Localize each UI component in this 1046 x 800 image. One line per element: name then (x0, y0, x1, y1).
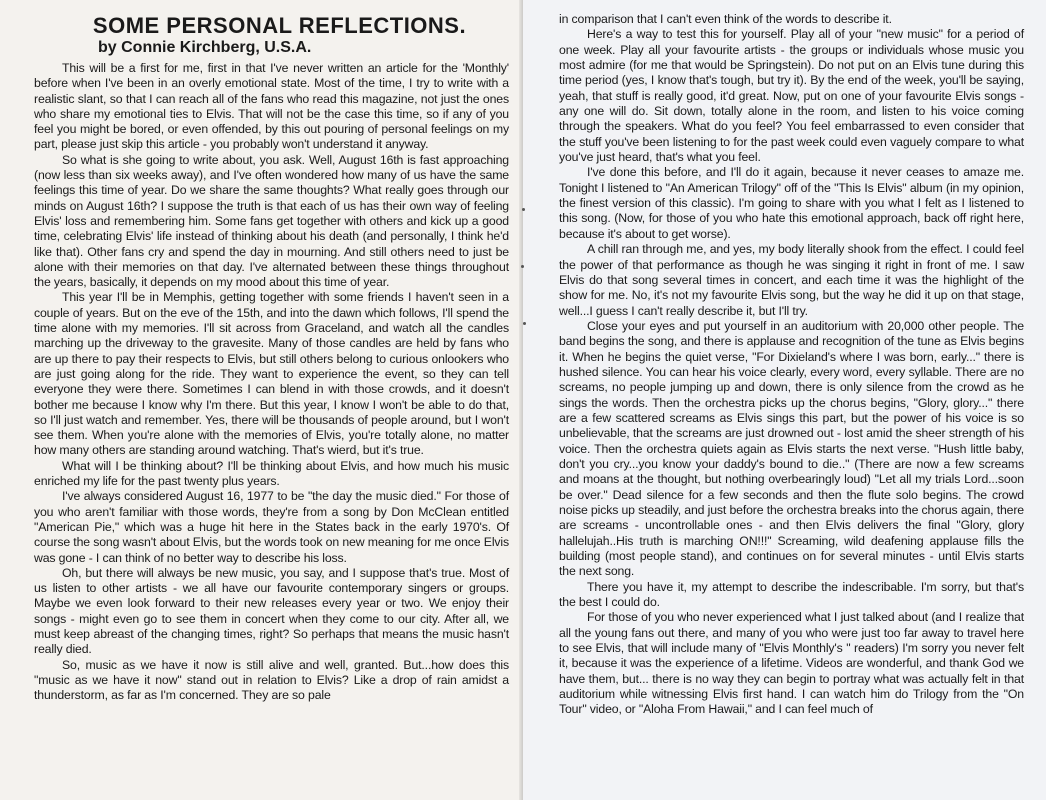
right-page (523, 0, 1046, 800)
article-byline: by Connie Kirchberg, U.S.A. (98, 39, 312, 56)
paragraph: I've done this before, and I'll do it again, because it never ceases to amaze me. Tonight I listened to "An American Trilogy" off of the "This Is Elvis" album (in my opinion, the finest version of this classic). I'm going to share with you what I felt as I listened to this song. (Now, for those of you who hate this emotional approach, back off right here, because it's about to get worse). (559, 165, 1024, 241)
paragraph: A chill ran through me, and yes, my body literally shook from the effect. I could feel the power of that performance as though he was singing it right in front of me. I saw Elvis do that song several times in concert, and each time it was the highlight of the show for me. No, it's not my favourite Elvis song, but the way he did it up on that stage, well...I guess I can't really describe it, but I'll try. (559, 242, 1024, 318)
paragraph: Here's a way to test this for yourself. Play all of your "new music" for a period of one week. Play all your favourite artists - the groups or individuals whose music you most admire (for me that would be Springstein). Do not put on an Elvis tune during this time period (yes, I know that's tough, but try it). By the end of the week, you'll be saying, yeah, that stuff is really good, it'd great. Now, put on one of your favourite Elvis songs - any one will do. Sit down, totally alone in the room, and listen to his voice coming through the speakers. What do you feel? You feel embarrassed to even consider that the stuff you've been listening to for the past week could even vaguely compare to what you've just heard, that's what you feel. (559, 27, 1024, 165)
paragraph: Close your eyes and put yourself in an auditorium with 20,000 other people. The band begins the song, and there is applause and recognition of the tune as Elvis begins it. When he begins the quiet verse, "For Dixieland's where I was born, early..." there is hushed silence. You can hear his voice clearly, every word, every syllable. There are no screams, no people jumping up and down, there is only silence from the crowd as he sings the words. Then the orchestra picks up the chorus begins, "Glory, glory..." there are a few scattered screams as Elvis sings this part, but the power of his voice is so unbelievable, that the screams are just drowned out - lost amid the sheer strength of his voice. Then the orchestra quiets again as Elvis starts the next verse. "Hush little baby, don't you cry...you know your daddy's bound to die.." (There are now a few screams and moans at the thought, but nothing overbearingly loud) "Let all my trials Lord...soon be over." Dead silence for a few seconds and then the flute solo begins. The crowd noise picks up steadily, and just before the orchestra breaks into the chorus again, there are screams - uncontrollable ones - and then Elvis delivers the final "Glory, glory hallelujah..His truth is marching ON!!!" Screaming, wild deafening applause fills the building (most people stand), and continues on for several minutes - until Elvis starts the next song. (559, 318, 1024, 579)
paragraph: So, music as we have it now is still alive and well, granted. But...how does this "music as we have it now" stand out in relation to Elvis? Like a drop of rain amidst a thunderstorm, as far as I'm concerned. They are so pale (34, 657, 509, 703)
paragraph: For those of you who never experienced what I just talked about (and I realize that all the young fans out there, and many of you who were just too far away to travel here to see Elvis, that will include many of "Elvis Monthly's " readers) I'm sorry you never felt it, because it was the experience of a lifetime. Videos are wonderful, and thank God we have them, but... there is no way they can begin to portray what was actually felt in that auditorium while witnessing Elvis first hand. I can watch him do Trilogy from the "On Tour" video, or "Aloha From Hawaii," and I can feel much of (559, 610, 1024, 717)
article-title: SOME PERSONAL REFLECTIONS. (92, 13, 467, 38)
paragraph: There you have it, my attempt to describe the indescribable. I'm sorry, but that's the best I could do. (559, 579, 1024, 610)
paragraph: in comparison that I can't even think of the words to describe it. (559, 12, 892, 26)
margin-speck (521, 265, 524, 268)
paragraph: So what is she going to write about, you ask. Well, August 16th is fast approaching (now less than six weeks away), and I've often wondered how many of us have the same feelings this time of year. Do we share the same thoughts? What really goes through our minds on August 16th? I suppose the truth is that each of us has their own way of feeling Elvis' loss and remembering him. Some fans get together with others and kick up a good time, celebrating Elvis' life instead of thinking about his death (and personally, I think he'd like that). Other fans cry and spend the day in mourning. And still others need to just be alone with their memories on that day. I've alternated between these things throughout the years, basically, it depends on my mood about this time of year. (34, 152, 509, 290)
paragraph: This year I'll be in Memphis, getting together with some friends I haven't seen in a couple of years. But on the eve of the 15th, and into the dawn which follows, I'll spend the time alone with my memories. I'll sit across from Graceland, and watch all the candles marching up the driveway to the gravesite. Many of those candles are held by fans who are up there to pay their respects to Elvis, but still others belong to curious onlookers who are just going along for the ride. They want to experience the event, so they can tell everyone they were there. Sometimes I can blend in with those crowds, and it doesn't bother me because I know why I'm there. But this year, I know I won't be able to do that, so I'll just watch and remember. Yes, there will be thousands of people around, but I won't see them. When you're alone with the memories of Elvis, you're totally alone, no matter how many others are standing around watching. That's wierd, but it's true. (34, 290, 509, 458)
paragraph: I've always considered August 16, 1977 to be "the day the music died." For those of you who aren't familiar with those words, they're from a song by Don McClean entitled "American Pie," which was a huge hit here in the States back in the early 1970's. Of course the song wasn't about Elvis, but the words took on new meaning for me once Elvis was gone - I can think of no better way to describe his loss. (34, 489, 509, 565)
margin-speck (523, 322, 526, 325)
paragraph: What will I be thinking about? I'll be thinking about Elvis, and how much his music enriched my life for the past twenty plus years. (34, 458, 509, 489)
paragraph: This will be a first for me, first in that I've never written an article for the 'Monthly' before when I've been in an overly emotional state. Most of the time, I try to write with a realistic slant, so that I can reach all of the fans who read this magazine, not just the ones who share my emotional ties to Elvis. That will not be the case this time, so if any of you feel you might be bored, or even offended, by this out pouring of personal feelings on my part, please just skip this article - you probably won't understand it anyway. (34, 61, 509, 152)
margin-speck (522, 208, 525, 211)
paragraph: Oh, but there will always be new music, you say, and I suppose that's true. Most of us listen to other artists - we all have our favourite contemporary singers or groups. Maybe we even look forward to their new releases every year or two. We enjoy their songs - might even go to see them in concert when they come to our city. After all, we must keep abreast of the changing times, right? So perhaps that means the music hasn't really died. (34, 565, 509, 657)
